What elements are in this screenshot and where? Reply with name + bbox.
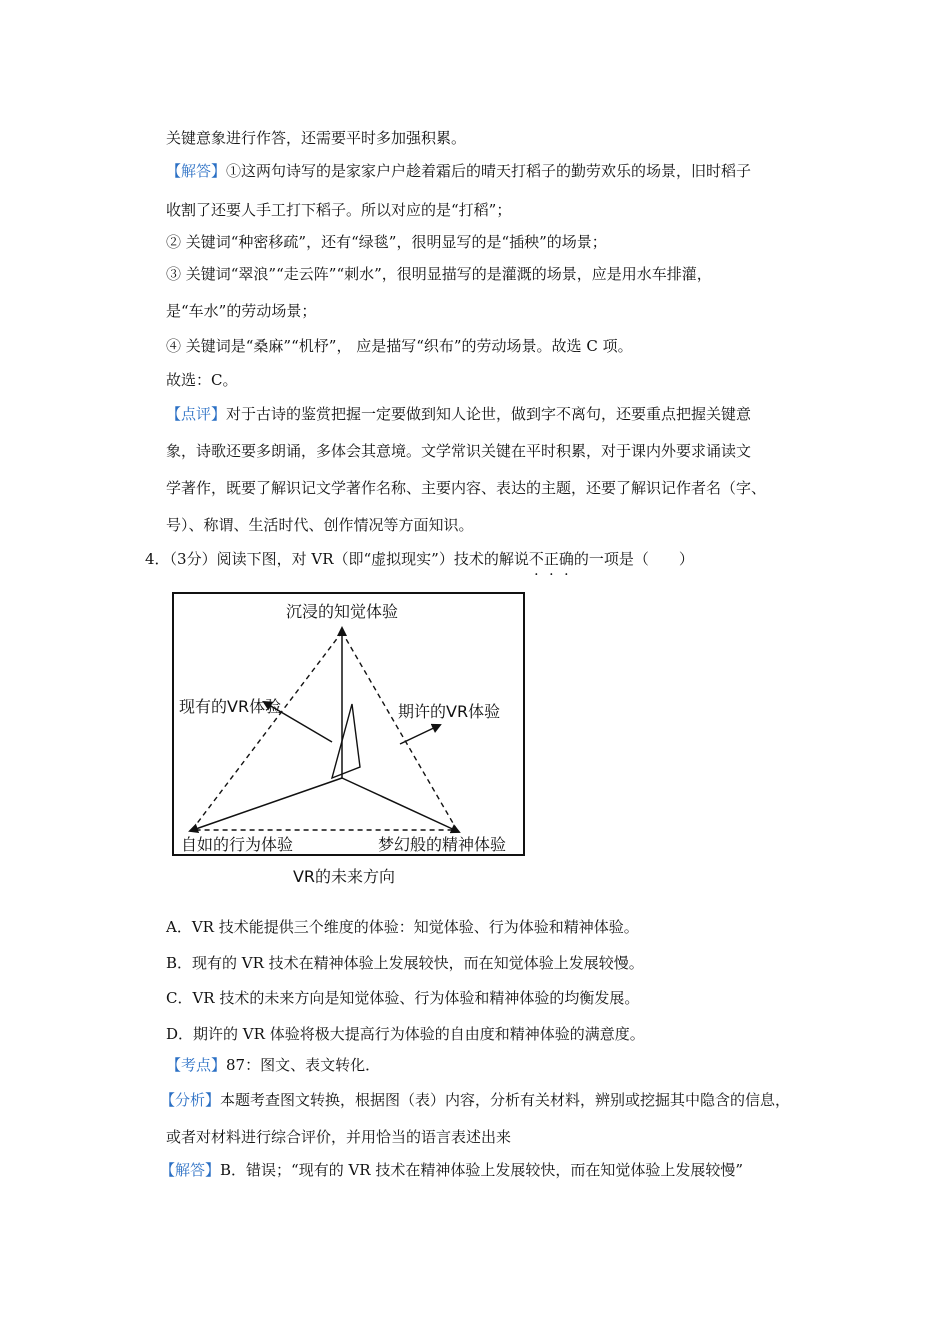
stem-text: （3分）阅读下图，对 VR（即“虚拟现实”）技术的解说 [169, 550, 529, 568]
jieda-line [160, 1159, 743, 1181]
stem-text-end: 的一项是（ ） [573, 550, 694, 568]
label-top: 沉浸的知觉体验 [285, 602, 399, 621]
option-c: C．VR 技术的未来方向是知觉体验、行为体验和精神体验的均衡发展。 [166, 989, 640, 1007]
kaodian-text: 87：图文、表文转化． [226, 1056, 381, 1074]
question-stem [145, 548, 694, 570]
comment-tag: 【点评】 [166, 405, 227, 423]
option-b: B．现有的 VR 技术在精神体验上发展较快，而在知觉体验上发展较慢。 [166, 954, 644, 972]
text-line: 号）、称谓、生活时代、创作情况等方面知识。 [166, 516, 474, 534]
fenxi-line [160, 1089, 790, 1111]
text-line: ③ 关键词“翠浪”“走云阵”“刺水”，很明显描写的是灌溉的场景，应是用水车排灌， [166, 265, 712, 283]
emphasis-char: 正 [543, 550, 559, 568]
text-line: 象，诗歌还要多朗诵，多体会其意境。文学常识关键在平时积累，对于课内外要求诵读文 [166, 442, 752, 460]
answer-tag: 【解答】 [166, 162, 227, 180]
text-line: 学著作，既要了解识记文学著作名称、主要内容、表达的主题，还要了解识记作者名（字、 [166, 479, 767, 497]
kaodian-tag: 【考点】 [166, 1056, 227, 1074]
text-line: ④ 关键词是“桑麻”“机杼”， 应是描写“织布”的劳动场景。故选 C 项。 [166, 337, 633, 355]
vr-diagram [172, 592, 526, 890]
diagram-frame [173, 593, 524, 855]
label-bottom-left: 自如的行为体验 [181, 835, 294, 854]
text-line: ② 关键词“种密移疏”，还有“绿毯”，很明显写的是“插秧”的场景； [166, 233, 607, 251]
text-line: 关键意象进行作答，还需要平时多加强积累。 [166, 129, 467, 147]
option-a: A．VR 技术能提供三个维度的体验：知觉体验、行为体验和精神体验。 [166, 918, 639, 936]
question-number: 4． [145, 550, 170, 568]
text-line: 是“车水”的劳动场景； [166, 302, 317, 320]
text-line: 或者对材料进行综合评价，并用恰当的语言表述出来 [166, 1128, 512, 1146]
emphasis-char: 不 [528, 550, 544, 568]
label-left: 现有的VR体验 [179, 697, 282, 716]
label-right: 期许的VR体验 [398, 702, 501, 721]
option-d: D．期许的 VR 体验将极大提高行为体验的自由度和精神体验的满意度。 [166, 1025, 645, 1043]
text-line: 收割了还要人手工打下稻子。所以对应的是“打稻”； [166, 201, 512, 219]
fenxi-tag: 【分析】 [160, 1091, 221, 1109]
text-line [166, 160, 751, 182]
jieda-tag: 【解答】 [160, 1161, 221, 1179]
figure-caption: VR的未来方向 [292, 867, 396, 886]
text-line [166, 403, 751, 425]
emphasis-char: 确 [558, 550, 574, 568]
answer-text: ①这两句诗写的是家家户户趁着霜后的晴天打稻子的勤劳欢乐的场景，旧时稻子 [226, 162, 752, 180]
text-line: 故选：C。 [166, 371, 238, 389]
fenxi-text: 本题考查图文转换，根据图（表）内容，分析有关材料，辨别或挖掘其中隐含的信息， [220, 1091, 791, 1109]
kaodian-line [166, 1054, 380, 1076]
comment-text: 对于古诗的鉴赏把握一定要做到知人论世，做到字不离句，还要重点把握关键意 [226, 405, 752, 423]
jieda-text: B．错误；“现有的 VR 技术在精神体验上发展较快，而在知觉体验上发展较慢” [220, 1161, 744, 1179]
label-bottom-right: 梦幻般的精神体验 [378, 835, 507, 854]
